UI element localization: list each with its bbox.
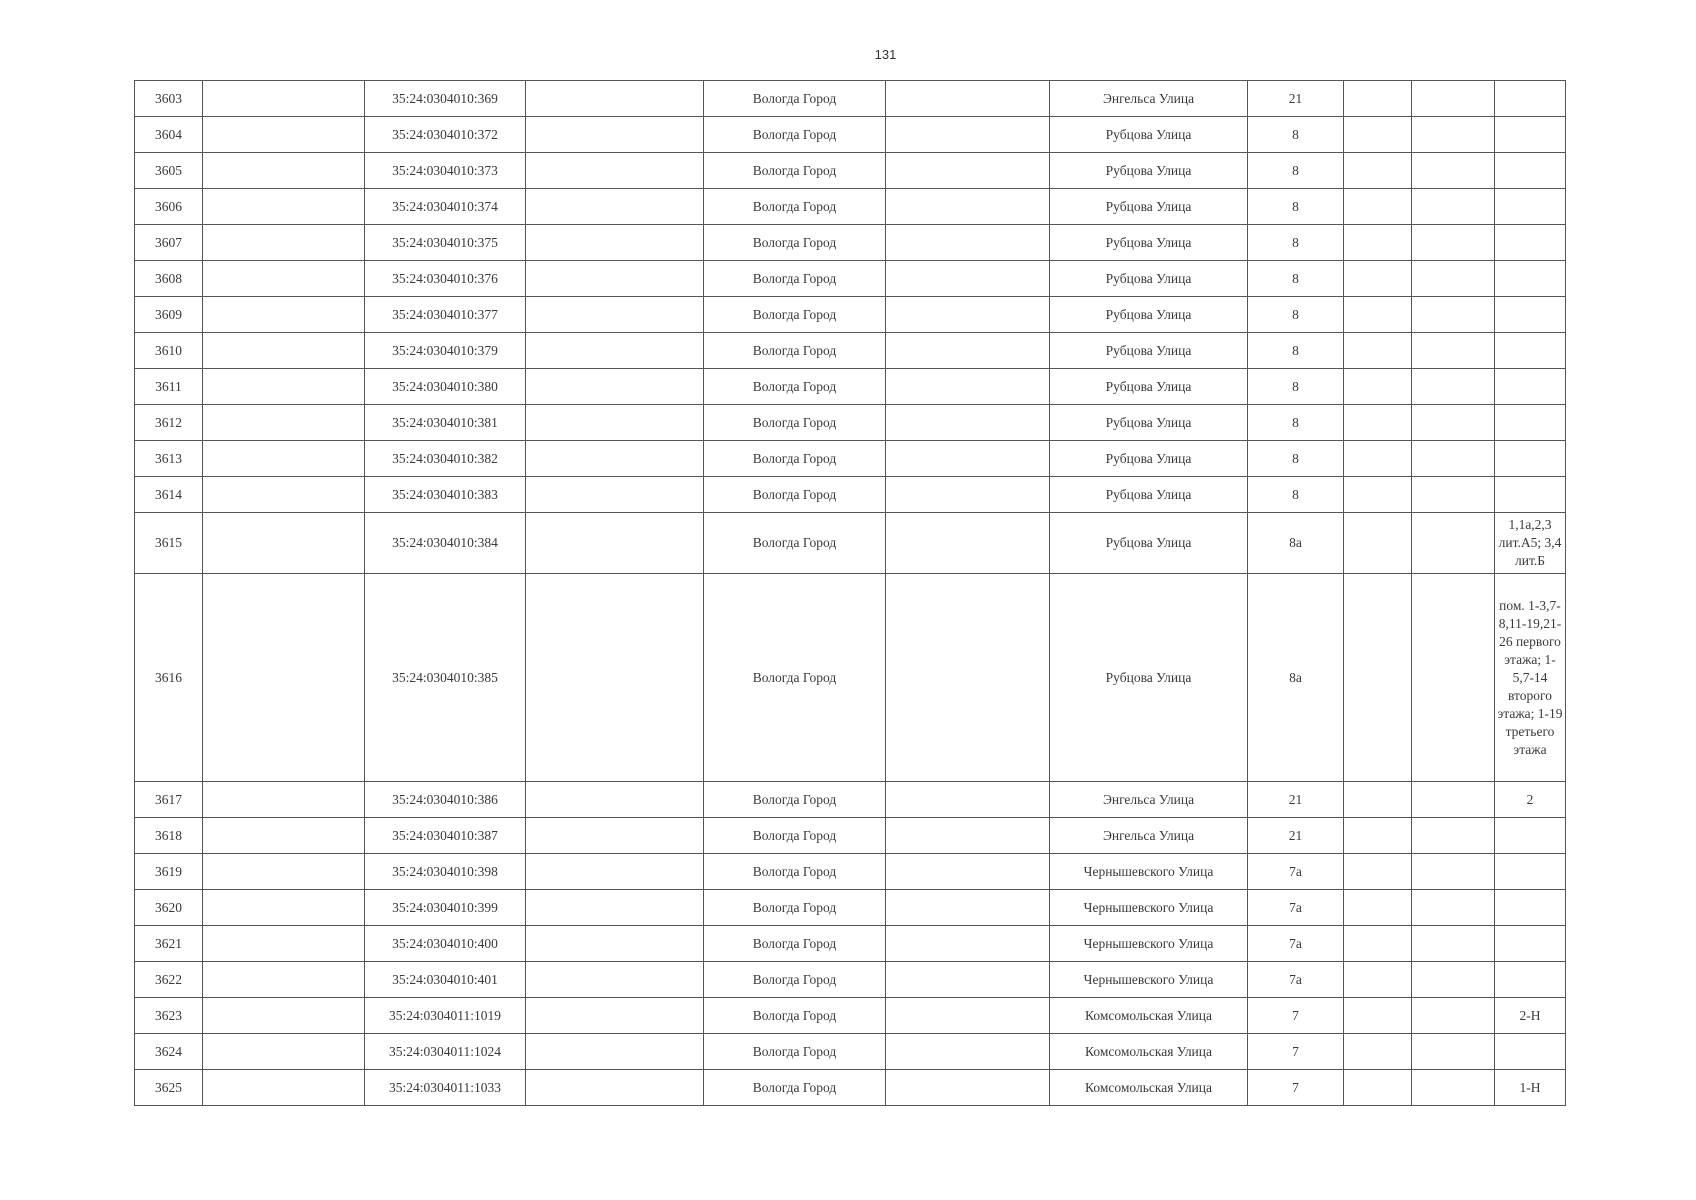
cell-empty bbox=[886, 117, 1050, 153]
cell-street: Рубцова Улица bbox=[1050, 117, 1248, 153]
cell-city: Вологда Город bbox=[704, 81, 886, 117]
cell-cadastral-number: 35:24:0304010:387 bbox=[365, 818, 526, 854]
cell-empty bbox=[886, 405, 1050, 441]
table-row bbox=[135, 153, 1566, 189]
cell-house: 8 bbox=[1248, 297, 1344, 333]
cell-premises-note bbox=[1495, 890, 1566, 926]
cell-city: Вологда Город bbox=[704, 333, 886, 369]
cell-number: 3608 bbox=[135, 261, 203, 297]
cell-empty bbox=[886, 574, 1050, 782]
cell-empty bbox=[526, 297, 704, 333]
cell-city: Вологда Город bbox=[704, 1034, 886, 1070]
cell-empty bbox=[203, 441, 365, 477]
cell-premises-note: 1,1а,2,3 лит.А5; 3,4 лит.Б bbox=[1495, 513, 1566, 574]
cell-cadastral-number: 35:24:0304010:373 bbox=[365, 153, 526, 189]
cell-city: Вологда Город bbox=[704, 153, 886, 189]
cell-empty bbox=[526, 369, 704, 405]
cell-empty bbox=[886, 225, 1050, 261]
table-row bbox=[135, 369, 1566, 405]
cell-empty bbox=[526, 405, 704, 441]
cell-empty bbox=[886, 890, 1050, 926]
cell-cadastral-number: 35:24:0304010:374 bbox=[365, 189, 526, 225]
cell-empty bbox=[886, 926, 1050, 962]
cell-cadastral-number: 35:24:0304011:1033 bbox=[365, 1070, 526, 1106]
cell-house: 8 bbox=[1248, 369, 1344, 405]
cell-cadastral-number: 35:24:0304010:379 bbox=[365, 333, 526, 369]
cell-empty bbox=[1344, 574, 1412, 782]
cell-house: 8 bbox=[1248, 405, 1344, 441]
cell-house: 7 bbox=[1248, 1070, 1344, 1106]
cell-empty bbox=[1412, 477, 1495, 513]
cell-premises-note bbox=[1495, 153, 1566, 189]
cell-number: 3603 bbox=[135, 81, 203, 117]
cell-number: 3624 bbox=[135, 1034, 203, 1070]
cell-cadastral-number: 35:24:0304011:1019 bbox=[365, 998, 526, 1034]
table-row bbox=[135, 782, 1566, 818]
cell-cadastral-number: 35:24:0304010:372 bbox=[365, 117, 526, 153]
table-row bbox=[135, 117, 1566, 153]
cell-street: Чернышевского Улица bbox=[1050, 854, 1248, 890]
cell-empty bbox=[886, 513, 1050, 574]
cell-premises-note: пом. 1-3,7-8,11-19,21-26 первого этажа; 1-5,7-14 второго этажа; 1-19 третьего этажа bbox=[1495, 574, 1566, 782]
cell-empty bbox=[1412, 441, 1495, 477]
cell-city: Вологда Город bbox=[704, 962, 886, 998]
cell-city: Вологда Город bbox=[704, 225, 886, 261]
cell-empty bbox=[1344, 153, 1412, 189]
cell-street: Рубцова Улица bbox=[1050, 574, 1248, 782]
cell-house: 8 bbox=[1248, 189, 1344, 225]
table-row bbox=[135, 441, 1566, 477]
cell-empty bbox=[1412, 225, 1495, 261]
cell-empty bbox=[203, 189, 365, 225]
cell-premises-note bbox=[1495, 405, 1566, 441]
cell-city: Вологда Город bbox=[704, 189, 886, 225]
cell-street: Рубцова Улица bbox=[1050, 333, 1248, 369]
cell-empty bbox=[526, 225, 704, 261]
cell-house: 21 bbox=[1248, 782, 1344, 818]
cell-empty bbox=[1412, 1070, 1495, 1106]
cell-premises-note bbox=[1495, 225, 1566, 261]
cell-empty bbox=[526, 1034, 704, 1070]
table-row bbox=[135, 333, 1566, 369]
table-row bbox=[135, 818, 1566, 854]
cell-number: 3613 bbox=[135, 441, 203, 477]
table-row bbox=[135, 297, 1566, 333]
cell-premises-note: 1-Н bbox=[1495, 1070, 1566, 1106]
cell-empty bbox=[1412, 333, 1495, 369]
cell-street: Чернышевского Улица bbox=[1050, 890, 1248, 926]
cell-premises-note bbox=[1495, 297, 1566, 333]
cell-empty bbox=[1412, 890, 1495, 926]
cell-empty bbox=[1412, 1034, 1495, 1070]
table-row bbox=[135, 405, 1566, 441]
cell-empty bbox=[203, 1070, 365, 1106]
cell-street: Рубцова Улица bbox=[1050, 441, 1248, 477]
table-row bbox=[135, 998, 1566, 1034]
cell-empty bbox=[1344, 441, 1412, 477]
cell-house: 8 bbox=[1248, 333, 1344, 369]
cell-empty bbox=[886, 441, 1050, 477]
cell-cadastral-number: 35:24:0304010:376 bbox=[365, 261, 526, 297]
cell-house: 8 bbox=[1248, 261, 1344, 297]
cell-premises-note bbox=[1495, 333, 1566, 369]
cell-city: Вологда Город bbox=[704, 890, 886, 926]
cell-premises-note bbox=[1495, 962, 1566, 998]
cell-number: 3607 bbox=[135, 225, 203, 261]
cell-street: Комсомольская Улица bbox=[1050, 1070, 1248, 1106]
registry-body bbox=[135, 81, 1566, 1106]
cell-cadastral-number: 35:24:0304011:1024 bbox=[365, 1034, 526, 1070]
cell-empty bbox=[526, 513, 704, 574]
table-row bbox=[135, 926, 1566, 962]
cell-empty bbox=[526, 818, 704, 854]
cell-empty bbox=[203, 1034, 365, 1070]
cell-street: Рубцова Улица bbox=[1050, 261, 1248, 297]
cell-premises-note bbox=[1495, 441, 1566, 477]
cell-empty bbox=[526, 962, 704, 998]
cell-street: Рубцова Улица bbox=[1050, 477, 1248, 513]
cell-number: 3610 bbox=[135, 333, 203, 369]
cell-empty bbox=[203, 261, 365, 297]
cell-empty bbox=[886, 297, 1050, 333]
cell-street: Комсомольская Улица bbox=[1050, 1034, 1248, 1070]
cell-city: Вологда Город bbox=[704, 998, 886, 1034]
cell-street: Рубцова Улица bbox=[1050, 405, 1248, 441]
cell-empty bbox=[1412, 962, 1495, 998]
cell-empty bbox=[203, 926, 365, 962]
cell-empty bbox=[886, 1034, 1050, 1070]
cell-house: 7 bbox=[1248, 1034, 1344, 1070]
cell-street: Рубцова Улица bbox=[1050, 297, 1248, 333]
cell-city: Вологда Город bbox=[704, 441, 886, 477]
cell-number: 3621 bbox=[135, 926, 203, 962]
cell-empty bbox=[1344, 962, 1412, 998]
cell-empty bbox=[1344, 297, 1412, 333]
table-row bbox=[135, 1070, 1566, 1106]
cell-empty bbox=[1412, 818, 1495, 854]
cell-number: 3612 bbox=[135, 405, 203, 441]
cell-empty bbox=[886, 261, 1050, 297]
cell-cadastral-number: 35:24:0304010:385 bbox=[365, 574, 526, 782]
cell-street: Рубцова Улица bbox=[1050, 513, 1248, 574]
cell-cadastral-number: 35:24:0304010:382 bbox=[365, 441, 526, 477]
cell-street: Энгельса Улица bbox=[1050, 818, 1248, 854]
cell-empty bbox=[1412, 513, 1495, 574]
cell-number: 3604 bbox=[135, 117, 203, 153]
cell-cadastral-number: 35:24:0304010:398 bbox=[365, 854, 526, 890]
cell-empty bbox=[1412, 81, 1495, 117]
cell-number: 3622 bbox=[135, 962, 203, 998]
cell-premises-note bbox=[1495, 854, 1566, 890]
cell-empty bbox=[526, 998, 704, 1034]
cell-premises-note bbox=[1495, 81, 1566, 117]
cell-empty bbox=[526, 81, 704, 117]
cell-house: 8 bbox=[1248, 117, 1344, 153]
cell-premises-note bbox=[1495, 369, 1566, 405]
cell-empty bbox=[886, 153, 1050, 189]
cell-number: 3616 bbox=[135, 574, 203, 782]
cell-empty bbox=[1412, 189, 1495, 225]
cell-empty bbox=[886, 782, 1050, 818]
cell-empty bbox=[203, 225, 365, 261]
cell-number: 3609 bbox=[135, 297, 203, 333]
cell-cadastral-number: 35:24:0304010:381 bbox=[365, 405, 526, 441]
cell-number: 3625 bbox=[135, 1070, 203, 1106]
cell-empty bbox=[526, 477, 704, 513]
cell-house: 8 bbox=[1248, 225, 1344, 261]
cell-premises-note bbox=[1495, 117, 1566, 153]
cell-city: Вологда Город bbox=[704, 369, 886, 405]
cell-city: Вологда Город bbox=[704, 574, 886, 782]
cell-empty bbox=[886, 81, 1050, 117]
table-row bbox=[135, 513, 1566, 574]
cell-empty bbox=[203, 574, 365, 782]
cell-cadastral-number: 35:24:0304010:386 bbox=[365, 782, 526, 818]
cell-empty bbox=[886, 477, 1050, 513]
table-row bbox=[135, 477, 1566, 513]
cell-city: Вологда Город bbox=[704, 513, 886, 574]
cell-empty bbox=[203, 153, 365, 189]
cell-empty bbox=[1412, 117, 1495, 153]
cell-empty bbox=[1344, 369, 1412, 405]
cell-empty bbox=[526, 117, 704, 153]
cell-empty bbox=[1344, 854, 1412, 890]
cell-empty bbox=[203, 369, 365, 405]
cell-empty bbox=[203, 818, 365, 854]
cell-city: Вологда Город bbox=[704, 261, 886, 297]
registry-table bbox=[134, 80, 1566, 1106]
cell-empty bbox=[1344, 1034, 1412, 1070]
cell-cadastral-number: 35:24:0304010:375 bbox=[365, 225, 526, 261]
cell-empty bbox=[203, 890, 365, 926]
cell-empty bbox=[1344, 513, 1412, 574]
cell-empty bbox=[886, 1070, 1050, 1106]
table-row bbox=[135, 261, 1566, 297]
cell-empty bbox=[886, 333, 1050, 369]
cell-premises-note: 2 bbox=[1495, 782, 1566, 818]
cell-empty bbox=[526, 926, 704, 962]
table-row bbox=[135, 574, 1566, 782]
cell-house: 7а bbox=[1248, 926, 1344, 962]
cell-empty bbox=[1344, 225, 1412, 261]
cell-number: 3606 bbox=[135, 189, 203, 225]
cell-empty bbox=[1412, 782, 1495, 818]
cell-empty bbox=[526, 782, 704, 818]
table-row bbox=[135, 1034, 1566, 1070]
cell-number: 3615 bbox=[135, 513, 203, 574]
cell-empty bbox=[1344, 189, 1412, 225]
cell-empty bbox=[1344, 998, 1412, 1034]
cell-city: Вологда Город bbox=[704, 782, 886, 818]
cell-house: 7 bbox=[1248, 998, 1344, 1034]
cell-city: Вологда Город bbox=[704, 405, 886, 441]
cell-empty bbox=[1412, 153, 1495, 189]
cell-empty bbox=[1412, 405, 1495, 441]
cell-empty bbox=[1344, 926, 1412, 962]
cell-empty bbox=[203, 513, 365, 574]
cell-house: 7а bbox=[1248, 854, 1344, 890]
cell-empty bbox=[886, 962, 1050, 998]
cell-street: Рубцова Улица bbox=[1050, 153, 1248, 189]
cell-premises-note bbox=[1495, 261, 1566, 297]
cell-empty bbox=[526, 854, 704, 890]
cell-number: 3617 bbox=[135, 782, 203, 818]
table-row bbox=[135, 890, 1566, 926]
cell-empty bbox=[526, 333, 704, 369]
cell-empty bbox=[886, 998, 1050, 1034]
cell-premises-note bbox=[1495, 1034, 1566, 1070]
cell-number: 3623 bbox=[135, 998, 203, 1034]
cell-empty bbox=[1344, 782, 1412, 818]
cell-empty bbox=[203, 405, 365, 441]
cell-house: 7а bbox=[1248, 962, 1344, 998]
cell-city: Вологда Город bbox=[704, 854, 886, 890]
cell-empty bbox=[1412, 574, 1495, 782]
cell-empty bbox=[886, 189, 1050, 225]
table-row bbox=[135, 225, 1566, 261]
cell-empty bbox=[203, 117, 365, 153]
table-row bbox=[135, 854, 1566, 890]
cell-city: Вологда Город bbox=[704, 926, 886, 962]
cell-empty bbox=[203, 962, 365, 998]
cell-number: 3611 bbox=[135, 369, 203, 405]
cell-premises-note bbox=[1495, 818, 1566, 854]
cell-empty bbox=[1344, 117, 1412, 153]
cell-house: 8а bbox=[1248, 574, 1344, 782]
cell-empty bbox=[526, 153, 704, 189]
cell-house: 8 bbox=[1248, 153, 1344, 189]
cell-empty bbox=[1412, 369, 1495, 405]
cell-street: Чернышевского Улица bbox=[1050, 926, 1248, 962]
cell-cadastral-number: 35:24:0304010:400 bbox=[365, 926, 526, 962]
cell-street: Чернышевского Улица bbox=[1050, 962, 1248, 998]
cell-empty bbox=[886, 369, 1050, 405]
cell-empty bbox=[526, 189, 704, 225]
cell-empty bbox=[1412, 854, 1495, 890]
cell-house: 7а bbox=[1248, 890, 1344, 926]
table-row bbox=[135, 189, 1566, 225]
cell-house: 21 bbox=[1248, 81, 1344, 117]
cell-street: Энгельса Улица bbox=[1050, 81, 1248, 117]
cell-empty bbox=[1344, 890, 1412, 926]
cell-house: 8 bbox=[1248, 441, 1344, 477]
cell-empty bbox=[526, 1070, 704, 1106]
cell-number: 3619 bbox=[135, 854, 203, 890]
cell-premises-note: 2-Н bbox=[1495, 998, 1566, 1034]
cell-empty bbox=[203, 81, 365, 117]
cell-cadastral-number: 35:24:0304010:377 bbox=[365, 297, 526, 333]
cell-empty bbox=[203, 297, 365, 333]
cell-number: 3618 bbox=[135, 818, 203, 854]
cell-empty bbox=[526, 261, 704, 297]
cell-empty bbox=[203, 782, 365, 818]
cell-cadastral-number: 35:24:0304010:399 bbox=[365, 890, 526, 926]
cell-number: 3605 bbox=[135, 153, 203, 189]
cell-empty bbox=[1412, 297, 1495, 333]
page-number: 131 bbox=[874, 47, 897, 62]
cell-number: 3614 bbox=[135, 477, 203, 513]
table-row bbox=[135, 962, 1566, 998]
cell-house: 8а bbox=[1248, 513, 1344, 574]
cell-empty bbox=[1344, 405, 1412, 441]
cell-empty bbox=[1412, 261, 1495, 297]
cell-cadastral-number: 35:24:0304010:380 bbox=[365, 369, 526, 405]
cell-cadastral-number: 35:24:0304010:401 bbox=[365, 962, 526, 998]
cell-street: Рубцова Улица bbox=[1050, 369, 1248, 405]
cell-cadastral-number: 35:24:0304010:383 bbox=[365, 477, 526, 513]
cell-empty bbox=[526, 574, 704, 782]
cell-premises-note bbox=[1495, 477, 1566, 513]
table-row bbox=[135, 81, 1566, 117]
cell-empty bbox=[1344, 477, 1412, 513]
cell-city: Вологда Город bbox=[704, 117, 886, 153]
cell-city: Вологда Город bbox=[704, 297, 886, 333]
cell-cadastral-number: 35:24:0304010:369 bbox=[365, 81, 526, 117]
cell-empty bbox=[203, 998, 365, 1034]
cell-street: Комсомольская Улица bbox=[1050, 998, 1248, 1034]
cell-cadastral-number: 35:24:0304010:384 bbox=[365, 513, 526, 574]
cell-empty bbox=[203, 477, 365, 513]
cell-house: 21 bbox=[1248, 818, 1344, 854]
cell-empty bbox=[1344, 818, 1412, 854]
cell-premises-note bbox=[1495, 926, 1566, 962]
cell-empty bbox=[1344, 333, 1412, 369]
cell-empty bbox=[526, 441, 704, 477]
cell-house: 8 bbox=[1248, 477, 1344, 513]
cell-empty bbox=[886, 854, 1050, 890]
cell-empty bbox=[1412, 998, 1495, 1034]
cell-street: Энгельса Улица bbox=[1050, 782, 1248, 818]
cell-premises-note bbox=[1495, 189, 1566, 225]
cell-city: Вологда Город bbox=[704, 1070, 886, 1106]
cell-empty bbox=[1344, 1070, 1412, 1106]
cell-street: Рубцова Улица bbox=[1050, 225, 1248, 261]
cell-city: Вологда Город bbox=[704, 477, 886, 513]
cell-number: 3620 bbox=[135, 890, 203, 926]
cell-empty bbox=[1344, 261, 1412, 297]
cell-empty bbox=[1412, 926, 1495, 962]
cell-empty bbox=[1344, 81, 1412, 117]
cell-empty bbox=[526, 890, 704, 926]
cell-empty bbox=[886, 818, 1050, 854]
cell-city: Вологда Город bbox=[704, 818, 886, 854]
cell-street: Рубцова Улица bbox=[1050, 189, 1248, 225]
cell-empty bbox=[203, 333, 365, 369]
cell-empty bbox=[203, 854, 365, 890]
